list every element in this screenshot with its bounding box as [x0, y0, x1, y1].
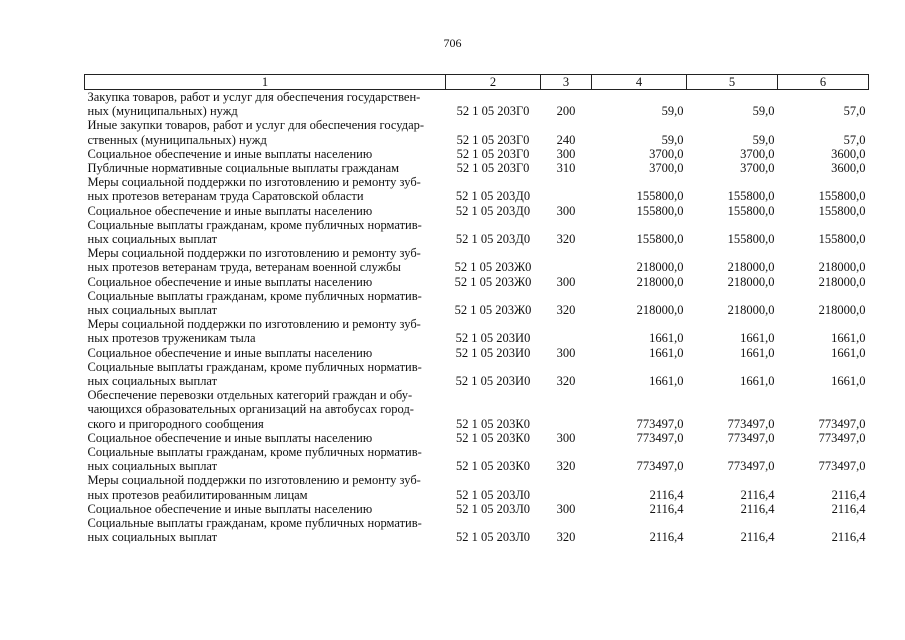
- row-budget-code: 52 1 05 203Г0: [456, 161, 530, 176]
- row-name: [85, 360, 446, 388]
- table-row: [85, 275, 869, 289]
- table-row: [85, 388, 869, 431]
- row-name-line: Меры социальной поддержки по изготовлению и ремонту зуб-: [87, 175, 421, 190]
- row-value-year-2: 1661,0: [740, 331, 775, 346]
- row-name-line: ных (муниципальных) нужд: [87, 104, 238, 119]
- row-budget-code: 52 1 05 203Г0: [456, 146, 530, 161]
- row-value-year-3: 3600,0: [831, 146, 866, 161]
- row-expense-type: [541, 175, 592, 203]
- row-name-line: Социальное обеспечение и иные выплаты населению: [87, 501, 373, 516]
- row-value-year-3: 57,0: [843, 104, 866, 119]
- table-row: [85, 473, 869, 501]
- row-name-line: ных протезов реабилитированным лицам: [87, 487, 308, 502]
- row-name: [85, 161, 446, 175]
- row-value-year-1: 59,0: [661, 104, 684, 119]
- row-value-year-2: 773497,0: [727, 459, 775, 474]
- row-value-year-3: 773497,0: [818, 459, 866, 474]
- row-expense-type: 300: [556, 203, 576, 218]
- row-value-year-1: 773497,0: [636, 459, 684, 474]
- budget-table: [84, 74, 869, 545]
- row-name-line: ных протезов труженикам тыла: [87, 331, 256, 346]
- row-expense-type: [541, 388, 592, 431]
- row-name-line: Закупка товаров, работ и услуг для обеспечения государствен-: [87, 90, 421, 104]
- row-value-year-2: 218000,0: [727, 260, 775, 275]
- row-name: [85, 246, 446, 274]
- row-value-year-3: 3600,0: [831, 161, 866, 176]
- row-value-year-1: 3700,0: [649, 146, 684, 161]
- column-header-3: 3: [541, 75, 592, 90]
- row-value-year-2: 773497,0: [727, 416, 775, 431]
- row-name: [85, 346, 446, 360]
- row-value-year-3: 1661,0: [831, 331, 866, 346]
- row-value-year-2: 155800,0: [727, 203, 775, 218]
- row-name: [85, 90, 446, 119]
- table-row: [85, 502, 869, 516]
- table-row: [85, 147, 869, 161]
- row-budget-code: 52 1 05 203Д0: [455, 189, 531, 204]
- row-name-line: Социальное обеспечение и иные выплаты населению: [87, 430, 373, 445]
- row-value-year-2: 155800,0: [727, 232, 775, 247]
- row-expense-type: 320: [556, 459, 576, 474]
- row-budget-code: 52 1 05 203К0: [456, 459, 530, 474]
- row-value-year-2: 2116,4: [740, 530, 775, 545]
- row-value-year-1: 155800,0: [636, 203, 684, 218]
- row-value-year-1: 218000,0: [636, 260, 684, 275]
- row-expense-type: 300: [556, 345, 576, 360]
- row-name-line: Социальные выплаты гражданам, кроме публичных норматив-: [87, 359, 422, 374]
- row-budget-code: 52 1 05 203Ж0: [454, 303, 532, 318]
- row-value-year-3: 57,0: [843, 132, 866, 147]
- row-name: [85, 445, 446, 473]
- row-value-year-3: 218000,0: [818, 303, 866, 318]
- row-name-line: Обеспечение перевозки отдельных категорий граждан и обу-: [87, 388, 413, 403]
- row-budget-code: 52 1 05 203Л0: [455, 501, 531, 516]
- table-row: [85, 118, 869, 146]
- row-value-year-2: 1661,0: [740, 345, 775, 360]
- row-expense-type: [541, 246, 592, 274]
- row-name-line: Социальные выплаты гражданам, кроме публичных норматив-: [87, 217, 422, 232]
- row-budget-code: 52 1 05 203Г0: [456, 104, 530, 119]
- table-row: [85, 204, 869, 218]
- row-name: [85, 218, 446, 246]
- table-row: [85, 246, 869, 274]
- row-value-year-2: 59,0: [752, 132, 775, 147]
- column-header-6: 6: [778, 75, 869, 90]
- row-name-line: ского и пригородного сообщения: [87, 416, 264, 431]
- row-expense-type: 300: [556, 501, 576, 516]
- row-name-line: чающихся образовательных организаций на автобусах город-: [87, 402, 414, 417]
- row-name: [85, 118, 446, 146]
- row-expense-type: 200: [556, 104, 576, 119]
- row-name-line: Публичные нормативные социальные выплаты гражданам: [87, 161, 400, 176]
- table-row: [85, 445, 869, 473]
- row-expense-type: 320: [556, 374, 576, 389]
- row-name-line: ных протезов ветеранам труда Саратовской области: [87, 189, 364, 204]
- row-value-year-2: 3700,0: [740, 146, 775, 161]
- row-budget-code: 52 1 05 203И0: [455, 345, 531, 360]
- column-number-header-row: [85, 75, 869, 90]
- row-value-year-1: 1661,0: [649, 345, 684, 360]
- row-name: [85, 289, 446, 317]
- row-value-year-3: 155800,0: [818, 232, 866, 247]
- row-name: [85, 516, 446, 544]
- row-budget-code: 52 1 05 203Г0: [456, 132, 530, 147]
- row-budget-code: 52 1 05 203И0: [455, 374, 531, 389]
- row-value-year-3: 155800,0: [818, 203, 866, 218]
- row-name-line: Социальное обеспечение и иные выплаты населению: [87, 274, 373, 289]
- row-name-line: Иные закупки товаров, работ и услуг для обеспечения государ-: [87, 118, 425, 133]
- row-value-year-1: 2116,4: [649, 487, 684, 502]
- row-value-year-2: 1661,0: [740, 374, 775, 389]
- row-name: [85, 317, 446, 345]
- row-name: [85, 204, 446, 218]
- row-expense-type: 240: [556, 132, 576, 147]
- row-name-line: Меры социальной поддержки по изготовлению и ремонту зуб-: [87, 246, 421, 261]
- row-value-year-3: 2116,4: [831, 501, 866, 516]
- table-row: [85, 175, 869, 203]
- row-value-year-3: 2116,4: [831, 487, 866, 502]
- row-value-year-3: 773497,0: [818, 430, 866, 445]
- column-header-1: 1: [85, 75, 446, 90]
- row-name: [85, 431, 446, 445]
- row-expense-type: 300: [556, 430, 576, 445]
- row-value-year-3: 218000,0: [818, 260, 866, 275]
- row-budget-code: 52 1 05 203Д0: [455, 232, 531, 247]
- row-expense-type: 300: [556, 146, 576, 161]
- row-expense-type: 310: [556, 161, 576, 176]
- table-row: [85, 360, 869, 388]
- table-row: [85, 218, 869, 246]
- row-value-year-3: 218000,0: [818, 274, 866, 289]
- row-value-year-2: 773497,0: [727, 430, 775, 445]
- row-budget-code: 52 1 05 203К0: [456, 430, 530, 445]
- page-number: 706: [443, 36, 462, 50]
- row-value-year-3: 1661,0: [831, 374, 866, 389]
- row-value-year-3: 155800,0: [818, 189, 866, 204]
- row-budget-code: 52 1 05 203К0: [456, 416, 530, 431]
- row-value-year-2: 2116,4: [740, 487, 775, 502]
- row-name-line: Социальные выплаты гражданам, кроме публичных норматив-: [87, 445, 422, 460]
- row-name-line: Меры социальной поддержки по изготовлению и ремонту зуб-: [87, 473, 421, 488]
- row-value-year-1: 155800,0: [636, 232, 684, 247]
- row-expense-type: 300: [556, 274, 576, 289]
- row-name: [85, 275, 446, 289]
- row-value-year-3: 1661,0: [831, 345, 866, 360]
- table-row: [85, 90, 869, 119]
- row-name-line: Социальное обеспечение и иные выплаты населению: [87, 146, 373, 161]
- row-value-year-3: 773497,0: [818, 416, 866, 431]
- row-name: [85, 175, 446, 203]
- row-name-line: Социальные выплаты гражданам, кроме публичных норматив-: [87, 288, 422, 303]
- row-value-year-1: 773497,0: [636, 416, 684, 431]
- row-name-line: ственных (муниципальных) нужд: [87, 132, 267, 147]
- table-body: [85, 90, 869, 545]
- column-header-5: 5: [687, 75, 778, 90]
- row-name-line: ных социальных выплат: [87, 374, 218, 389]
- row-name-line: Социальное обеспечение и иные выплаты населению: [87, 203, 373, 218]
- row-budget-code: 52 1 05 203Л0: [455, 530, 531, 545]
- row-expense-type: [541, 473, 592, 501]
- row-value-year-1: 2116,4: [649, 501, 684, 516]
- table-row: [85, 516, 869, 544]
- row-value-year-2: 2116,4: [740, 501, 775, 516]
- row-value-year-3: 2116,4: [831, 530, 866, 545]
- row-budget-code: 52 1 05 203Д0: [455, 203, 531, 218]
- row-name-line: ных социальных выплат: [87, 530, 218, 545]
- row-value-year-2: 218000,0: [727, 274, 775, 289]
- table-row: [85, 346, 869, 360]
- row-budget-code: 52 1 05 203Л0: [455, 487, 531, 502]
- row-name-line: ных социальных выплат: [87, 303, 218, 318]
- row-value-year-1: 1661,0: [649, 331, 684, 346]
- row-value-year-2: 3700,0: [740, 161, 775, 176]
- row-value-year-2: 218000,0: [727, 303, 775, 318]
- row-expense-type: [541, 317, 592, 345]
- row-budget-code: 52 1 05 203И0: [455, 331, 531, 346]
- row-name: [85, 502, 446, 516]
- row-value-year-2: 155800,0: [727, 189, 775, 204]
- row-name: [85, 473, 446, 501]
- row-name: [85, 147, 446, 161]
- row-name-line: ных социальных выплат: [87, 459, 218, 474]
- row-name: [85, 388, 446, 431]
- row-expense-type: 320: [556, 303, 576, 318]
- table-row: [85, 161, 869, 175]
- row-name-line: ных социальных выплат: [87, 232, 218, 247]
- row-value-year-1: 59,0: [661, 132, 684, 147]
- row-value-year-1: 218000,0: [636, 303, 684, 318]
- table-row: [85, 431, 869, 445]
- row-name-line: Меры социальной поддержки по изготовлению и ремонту зуб-: [87, 317, 421, 332]
- row-budget-code: 52 1 05 203Ж0: [454, 274, 532, 289]
- row-expense-type: 320: [556, 232, 576, 247]
- row-value-year-1: 155800,0: [636, 189, 684, 204]
- row-value-year-1: 3700,0: [649, 161, 684, 176]
- row-expense-type: 320: [556, 530, 576, 545]
- column-header-2: 2: [446, 75, 541, 90]
- table-row: [85, 317, 869, 345]
- row-budget-code: 52 1 05 203Ж0: [454, 260, 532, 275]
- table-row: [85, 289, 869, 317]
- row-value-year-1: 1661,0: [649, 374, 684, 389]
- row-name-line: Социальные выплаты гражданам, кроме публичных норматив-: [87, 516, 422, 531]
- row-value-year-2: 59,0: [752, 104, 775, 119]
- row-value-year-1: 2116,4: [649, 530, 684, 545]
- row-name-line: Социальное обеспечение и иные выплаты населению: [87, 345, 373, 360]
- row-value-year-1: 218000,0: [636, 274, 684, 289]
- row-name-line: ных протезов ветеранам труда, ветеранам военной службы: [87, 260, 401, 275]
- row-value-year-1: 773497,0: [636, 430, 684, 445]
- column-header-4: 4: [592, 75, 687, 90]
